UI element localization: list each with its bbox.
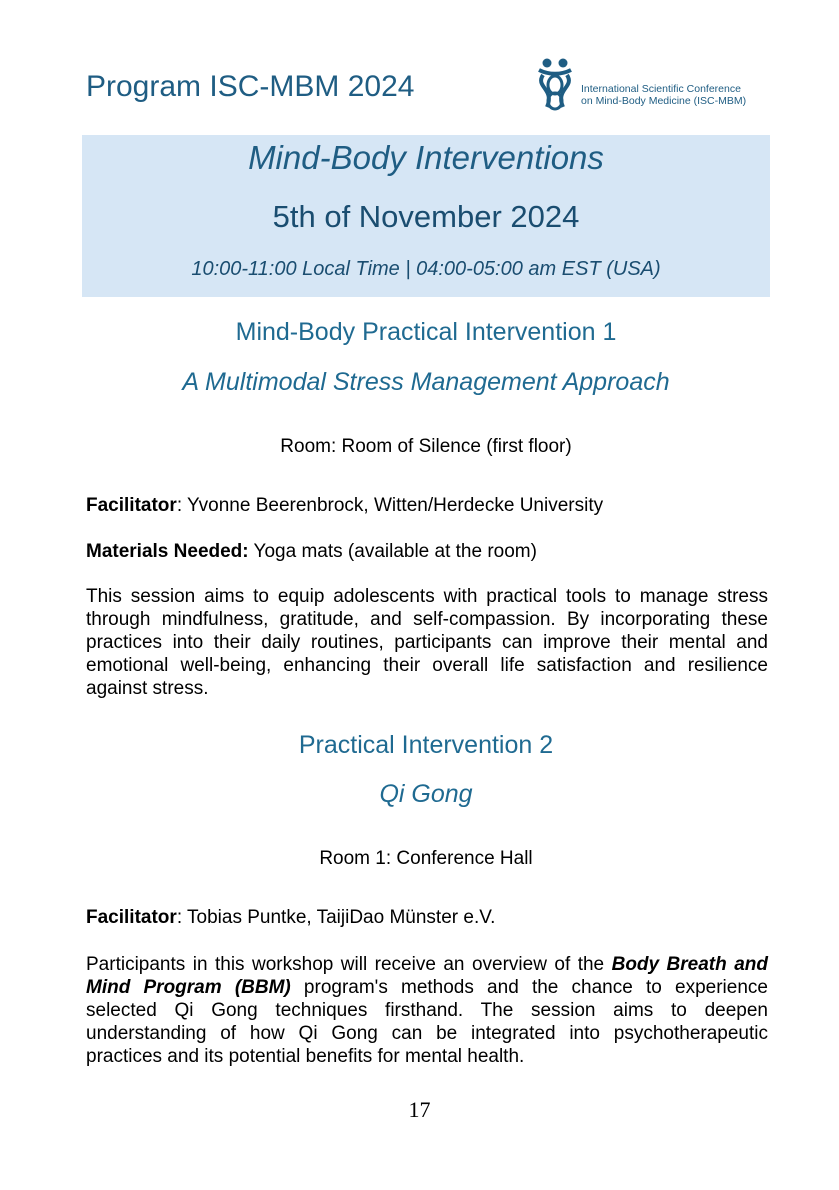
page-number: 17 [408,1097,431,1122]
conference-logo [533,57,773,112]
logo-line-2: on Mind-Body Medicine (ISC-MBM) [581,95,747,107]
session2-heading: Practical Intervention 2 [298,731,554,759]
session2-room: Room 1: Conference Hall [319,848,533,869]
facilitator-value: : Yvonne Beerenbrock, Witten/Herdecke University [176,495,604,516]
facilitator-label: Facilitator [86,907,177,928]
banner-time: 10:00-11:00 Local Time | 04:00-05:00 am EST (USA) [191,258,661,280]
description-rest: program's methods and the chance to experience selected Qi Gong techniques firsthand. The session aims to deepen understanding of how Qi Gong can be integrated into psychotherapeutic practices and its potential benefits for mental health. [86,977,768,1067]
session1-materials [86,540,768,563]
session2-description [86,953,768,1068]
session1-facilitator [86,494,768,517]
banner-title: Mind-Body Interventions [248,139,604,176]
session1-heading: Mind-Body Practical Intervention 1 [235,318,617,346]
session2-subtitle: Qi Gong [379,780,473,808]
logo-text [581,83,746,107]
materials-label: Materials Needed: [86,541,249,562]
logo-line-1: International Scientific Conference [581,83,741,95]
banner-date: 5th of November 2024 [272,199,580,234]
program-name: Body Breath and Mind Program (BBM) [86,954,768,998]
isc-mbm-logo-icon [533,57,579,112]
session1-description: This session aims to equip adolescents with practical tools to manage stress through mindfulness, gratitude, and self-compassion. By incorporating these practices into their daily routines, participants can improve their mental and emotional well-being, enhancing their overall life satisfaction and resilience against stress. [86,586,768,699]
session2-facilitator [86,906,768,929]
materials-value: Yoga mats (available at the room) [248,541,537,562]
session1-room: Room: Room of Silence (first floor) [280,436,572,457]
description-intro: Participants in this workshop will receive an overview of the [86,954,612,975]
facilitator-value: : Tobias Puntke, TaijiDao Münster e.V. [176,907,496,928]
facilitator-label: Facilitator [86,495,177,516]
session-banner [82,135,770,297]
header-title: Program ISC-MBM 2024 [86,70,415,103]
session1-subtitle: A Multimodal Stress Management Approach [182,368,670,396]
